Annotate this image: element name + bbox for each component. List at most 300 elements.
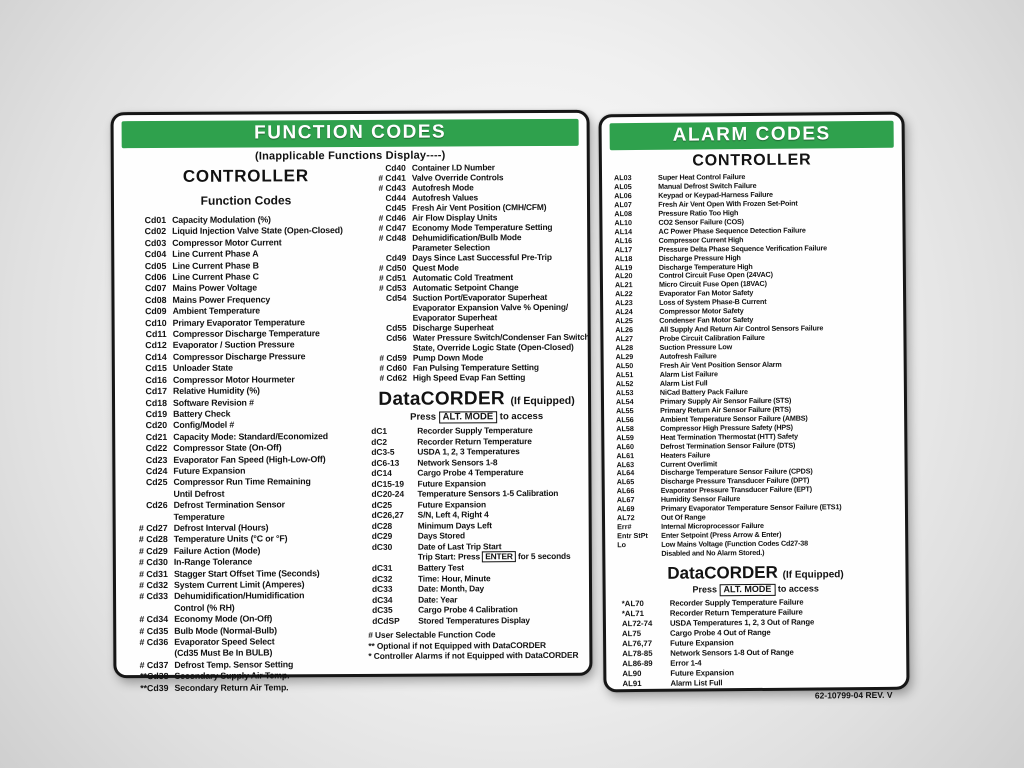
function-code: Cd10 xyxy=(145,317,167,328)
function-code-row xyxy=(366,232,585,253)
description-text: Defrost Termination Sensor Temperature xyxy=(173,499,285,522)
datacorder-code: dC2 xyxy=(371,436,388,447)
description-text: Fan Pulsing Temperature Setting xyxy=(412,362,539,373)
description-text: Primary Supply Air Sensor Failure (STS) xyxy=(659,395,792,406)
datacorder-description xyxy=(418,551,571,563)
alarm-description xyxy=(670,668,734,679)
datacorder-description xyxy=(418,594,457,605)
function-description xyxy=(173,397,254,409)
description-text: Fresh Air Vent Position (CMH/CFM) xyxy=(411,201,547,213)
datacorder-description xyxy=(417,457,497,468)
function-description xyxy=(173,409,230,421)
footnote: * Controller Alarms if not Equipped with DataCORDER xyxy=(368,650,579,662)
description-text: In-Range Tolerance xyxy=(173,556,253,568)
function-description xyxy=(172,214,271,226)
function-code: # Cd48 xyxy=(378,232,407,243)
alarm-code: AL72-74 xyxy=(621,618,653,629)
description-text: Evaporator / Suction Pressure xyxy=(172,339,295,351)
alarm-code: AL26 xyxy=(615,325,633,335)
description-text: Pressure Ratio Too High xyxy=(658,207,739,218)
function-codes-subtitle: Function Codes xyxy=(200,193,292,208)
description-text: Low Mains Voltage (Function Codes Cd27-38 Disabled and No Alarm Stored.) xyxy=(661,538,808,558)
datacorder-code: dC3-5 xyxy=(371,447,395,458)
datacorder-title-text: DataCORDER xyxy=(667,562,778,583)
alarm-code: AL78-85 xyxy=(622,648,653,659)
function-description xyxy=(174,534,288,546)
function-description xyxy=(412,262,458,272)
datacorder-description xyxy=(418,604,518,615)
datacorder-code: dC25 xyxy=(371,499,393,510)
description-text: USDA 1, 2, 3 Temperatures xyxy=(417,446,520,458)
datacorder-access-instruction xyxy=(367,411,586,425)
alarm-code: Err# xyxy=(617,522,632,532)
alarm-code: AL25 xyxy=(615,316,633,326)
function-description xyxy=(173,363,233,375)
alarm-code: *AL71 xyxy=(621,608,644,619)
function-code: Cd16 xyxy=(145,374,167,385)
datacorder-description xyxy=(417,468,523,479)
alarm-code: AL24 xyxy=(615,307,633,317)
function-description xyxy=(173,431,328,443)
datacorder-description xyxy=(418,499,486,510)
function-description xyxy=(172,294,270,306)
alt-mode-key: ALT. MODE xyxy=(719,584,775,596)
function-description xyxy=(172,260,259,272)
function-code: Cd08 xyxy=(144,294,167,305)
function-description xyxy=(174,625,277,637)
alarm-code: AL23 xyxy=(615,298,633,308)
description-text: Condenser Fan Motor Safety xyxy=(659,315,754,326)
description-text: CO2 Sensor Failure (COS) xyxy=(658,216,744,227)
function-description xyxy=(174,671,289,683)
description-text: Water Pressure Switch/Condenser Fan Switch State, Override Logic State (Open-Closed) xyxy=(412,331,590,353)
description-text: Keypad or Keypad-Harness Failure xyxy=(658,189,773,200)
function-code-row xyxy=(126,225,366,238)
alarm-code: AL64 xyxy=(616,468,635,478)
controller-column xyxy=(126,163,369,694)
alarm-code: AL22 xyxy=(615,289,633,299)
function-code: Cd56 xyxy=(386,332,407,343)
alarm-controller-title: CONTROLLER xyxy=(692,151,812,170)
description-text: Internal Microprocessor Failure xyxy=(661,521,764,531)
controller-title: CONTROLLER xyxy=(182,166,309,186)
function-code: # Cd34 xyxy=(139,614,169,625)
function-code-row xyxy=(128,636,368,660)
description-text: All Supply And Return Air Control Sensors Failure xyxy=(659,323,824,335)
description-text: Suction Port/Evaporator Superheat Evaporator Expansion Valve % Opening/ Evaporator Superheat xyxy=(412,291,569,323)
function-description xyxy=(174,659,293,671)
description-text: Probe Circuit Calibration Failure xyxy=(659,333,765,343)
alarm-datacorder-list xyxy=(606,597,907,690)
enter-key-label: ENTER xyxy=(482,552,516,563)
inapplicable-functions-note: (Inapplicable Functions Display----) xyxy=(254,149,446,163)
description-text: Enter Setpoint (Press Arrow & Enter) xyxy=(661,529,782,540)
description-text: Cargo Probe 4 Calibration xyxy=(418,604,518,615)
alarm-description xyxy=(670,678,722,688)
function-code: Cd03 xyxy=(144,237,167,248)
description-text: AC Power Phase Sequence Detection Failure xyxy=(658,225,806,236)
description-text: Ambient Temperature xyxy=(172,305,261,317)
description-text: Temperature Sensors 1-5 Calibration xyxy=(417,488,559,500)
description-text: Compressor Run Time Remaining Until Defrost xyxy=(173,476,311,499)
press-label: Press xyxy=(692,584,717,595)
alarm-code: AL08 xyxy=(614,208,632,219)
function-description xyxy=(172,249,258,261)
function-code: Cd19 xyxy=(145,408,168,419)
alarm-code-row xyxy=(617,539,905,559)
alarm-datacorder-title xyxy=(605,562,905,585)
alarm-code: AL52 xyxy=(615,378,634,389)
alarm-code: AL76,77 xyxy=(622,638,653,649)
description-text: Discharge Pressure Transducer Failure (DPT) xyxy=(660,475,810,487)
description-text: Days Stored xyxy=(417,530,466,542)
alarm-code: AL50 xyxy=(615,361,634,371)
datacorder-code: dC1 xyxy=(371,426,388,437)
alarm-code: AL66 xyxy=(616,486,635,496)
description-text: Discharge Temperature High xyxy=(658,261,753,272)
access-label: to access xyxy=(499,410,544,423)
function-code: # Cd27 xyxy=(138,522,168,534)
function-code: **Cd39 xyxy=(140,682,169,693)
datacorder-description xyxy=(418,531,465,542)
datacorder-description xyxy=(418,584,484,595)
description-text: Error 1-4 xyxy=(670,658,702,668)
datacorder-title-text: DataCORDER xyxy=(378,388,505,410)
datacorder-description xyxy=(418,520,492,531)
description-text: Compressor Current High xyxy=(658,234,744,245)
description-text: Air Flow Display Units xyxy=(412,212,498,223)
function-code: # Cd47 xyxy=(378,222,407,233)
alarm-description xyxy=(670,638,734,649)
description-text: Network Sensors 1-8 xyxy=(417,457,498,468)
description-text: Recorder Supply Temperature Failure xyxy=(669,597,804,608)
alarm-code: AL14 xyxy=(614,226,633,236)
function-description xyxy=(173,442,281,454)
function-description xyxy=(174,579,304,591)
description-text: Automatic Cold Treatment xyxy=(412,272,514,283)
datacorder-code: dC35 xyxy=(372,605,393,616)
function-code: Cd15 xyxy=(145,363,167,374)
description-text: Future Expansion xyxy=(173,465,246,476)
description-text: Discharge Superheat xyxy=(412,322,494,333)
description-text: Cargo Probe 4 Out of Range xyxy=(669,627,771,638)
description-text: Primary Evaporator Temperature xyxy=(172,316,305,328)
description-text: S/N, Left 4, Right 4 xyxy=(417,509,489,521)
alarm-code: AL19 xyxy=(614,262,633,272)
description-text: Compressor State (On-Off) xyxy=(173,442,282,454)
description-text: Defrost Termination Sensor Failure (DTS) xyxy=(660,440,796,451)
description-text: Micro Circuit Fuse Open (18VAC) xyxy=(658,279,767,290)
alarm-code: AL16 xyxy=(614,235,633,245)
description-text: Stored Temperatures Display xyxy=(418,614,530,626)
footnote: # User Selectable Function Code xyxy=(368,629,496,641)
datacorder-description xyxy=(417,447,519,458)
function-code: Cd45 xyxy=(385,202,407,213)
description-text: Discharge Pressure High xyxy=(658,252,741,263)
function-code: # Cd60 xyxy=(379,362,407,373)
description-text: Defrost Interval (Hours) xyxy=(173,522,269,533)
description-text: Recorder Return Temperature Failure xyxy=(669,607,803,618)
datacorder-code-row xyxy=(368,551,587,563)
alarm-code: AL21 xyxy=(614,280,633,290)
datacorder-code: dC30 xyxy=(371,541,393,552)
datacorder-code: dC20-24 xyxy=(371,489,405,500)
description-text: Heat Termination Thermostat (HTT) Safety xyxy=(660,431,798,442)
datacorder-description xyxy=(418,573,491,584)
function-code: Cd49 xyxy=(385,252,407,263)
datacorder-code: dC15-19 xyxy=(371,478,405,489)
description-text: Super Heat Control Failure xyxy=(657,172,746,182)
datacorder-code: dCdSP xyxy=(372,615,400,626)
function-code: Cd54 xyxy=(385,292,407,303)
description-text: Date: Year xyxy=(418,594,458,605)
datacorder-description xyxy=(417,436,532,447)
function-description xyxy=(412,162,495,172)
function-description xyxy=(173,328,320,340)
datacorder-code: dC34 xyxy=(372,594,393,605)
description-text: Compressor High Pressure Safety (HPS) xyxy=(660,422,793,433)
alarm-code-row xyxy=(622,677,906,689)
description-text: Fresh Air Vent Open With Frozen Set-Point xyxy=(658,198,798,209)
description-text: Humidity Sensor Failure xyxy=(660,494,741,505)
datacorder-code: dC26,27 xyxy=(371,510,404,521)
function-code: Cd25 xyxy=(145,477,168,488)
alt-mode-key: ALT. MODE xyxy=(439,411,498,424)
function-code-row xyxy=(366,222,585,233)
if-equipped-note: (If Equipped) xyxy=(782,569,844,581)
alarm-codes-header: ALARM CODES xyxy=(610,121,894,150)
alarm-code: AL10 xyxy=(614,217,633,227)
description-text: Discharge Temperature Sensor Failure (CPDS) xyxy=(660,466,813,478)
function-code: # Cd43 xyxy=(378,182,406,193)
function-code: Cd22 xyxy=(145,443,168,454)
alarm-codes-list xyxy=(602,172,905,560)
alarm-code: Lo xyxy=(617,540,627,550)
description-text: Dehumidification/Humidification Control (% RH) xyxy=(174,590,305,613)
description-text: Network Sensors 1-8 Out of Range xyxy=(670,647,794,658)
alarm-code: AL63 xyxy=(616,459,635,469)
function-code-row xyxy=(128,590,368,614)
function-code-row xyxy=(127,476,367,500)
alarm-code: AL20 xyxy=(614,271,633,281)
description-text: USDA Temperatures 1, 2, 3 Out of Range xyxy=(669,617,815,628)
press-label: Press xyxy=(410,411,437,423)
function-code-row xyxy=(367,372,586,383)
function-description xyxy=(412,182,474,192)
datacorder-description xyxy=(417,425,532,436)
description-text: Ambient Temperature Sensor Failure (AMBS) xyxy=(660,413,808,424)
description-text: Pump Down Mode xyxy=(412,352,484,363)
description-text: Compressor Motor Current xyxy=(172,237,282,248)
function-description xyxy=(412,172,504,182)
description-text: Primary Return Air Sensor Failure (RTS) xyxy=(660,404,791,415)
function-code: Cd20 xyxy=(145,420,168,431)
function-code: Cd14 xyxy=(145,351,167,362)
alarm-code: AL59 xyxy=(616,432,634,442)
alarm-code: AL75 xyxy=(621,628,642,639)
function-description xyxy=(173,465,245,477)
function-description xyxy=(173,477,310,501)
description-text: Control Circuit Fuse Open (24VAC) xyxy=(658,270,773,281)
alarm-code: AL53 xyxy=(615,387,634,398)
function-code: Cd01 xyxy=(144,214,167,226)
description-text: Time: Hour, Minute xyxy=(417,573,491,584)
description-text: Recorder Return Temperature xyxy=(417,435,532,447)
alarm-description xyxy=(661,540,808,559)
description-text: Cargo Probe 4 Temperature xyxy=(417,467,524,479)
description-text: Future Expansion xyxy=(670,668,734,678)
description-text: Temperature Units (°C or °F) xyxy=(173,533,288,545)
datacorder-code: dC14 xyxy=(371,468,392,479)
description-text: Autofresh Values xyxy=(411,192,479,203)
datacorder-description xyxy=(417,488,558,499)
datacorder-code: dC32 xyxy=(371,573,393,584)
datacorder-code: dC33 xyxy=(371,584,393,595)
datacorder-code-row xyxy=(367,488,586,500)
description-text: Future Expansion xyxy=(417,478,486,489)
function-code-row xyxy=(128,499,368,523)
alarm-code: AL72 xyxy=(616,513,635,523)
description-text: Alarm List Full xyxy=(670,678,723,688)
alarm-code: AL56 xyxy=(616,414,634,424)
function-code: # Cd37 xyxy=(139,659,169,670)
alarm-code: AL18 xyxy=(614,253,633,263)
description-text: High Speed Evap Fan Setting xyxy=(412,372,526,383)
function-code: Cd09 xyxy=(145,306,167,317)
alarm-code: AL27 xyxy=(615,334,634,344)
description-text: System Current Limit (Amperes) xyxy=(173,579,305,590)
description-text: Config/Model # xyxy=(173,419,235,431)
function-code: Cd23 xyxy=(145,454,168,465)
access-label: to access xyxy=(777,583,819,594)
function-code: # Cd46 xyxy=(378,212,407,223)
description-text: Automatic Setpoint Change xyxy=(412,282,519,293)
function-code: # Cd59 xyxy=(379,352,407,363)
function-description xyxy=(172,237,281,249)
alarm-code: AL58 xyxy=(616,423,634,433)
function-codes-header: FUNCTION CODES xyxy=(122,119,579,148)
function-description xyxy=(413,362,539,373)
description-text: Valve Override Controls xyxy=(411,172,504,183)
description-text: Line Current Phase A xyxy=(172,248,259,260)
function-code: # Cd32 xyxy=(139,579,169,591)
function-description xyxy=(413,322,494,332)
alarm-description xyxy=(670,648,794,659)
description-text: Autofresh Failure xyxy=(659,351,717,361)
function-description xyxy=(412,282,518,293)
datacorder-code: dC29 xyxy=(371,531,393,542)
function-code: Cd40 xyxy=(385,162,406,173)
function-code: # Cd35 xyxy=(139,625,169,636)
description-text: Capacity Modulation (%) xyxy=(172,214,271,225)
description-text: Evaporator Speed Select (Cd35 Must Be In BULB) xyxy=(174,636,275,659)
description-text: Evaporator Fan Motor Safety xyxy=(659,288,754,299)
footnote: ** Optional if not Equipped with DataCORDER xyxy=(368,639,546,651)
description-text: Date: Month, Day xyxy=(417,583,485,594)
datacorder-description xyxy=(417,478,485,489)
alarm-code: *AL70 xyxy=(621,598,644,609)
alarm-code: AL86-89 xyxy=(622,658,653,669)
datacorder-description xyxy=(418,541,502,552)
if-equipped-note: (If Equipped) xyxy=(510,394,575,408)
function-description xyxy=(174,614,272,626)
alarm-description xyxy=(670,658,701,668)
alarm-code: AL90 xyxy=(622,668,642,679)
alarm-code: AL65 xyxy=(616,477,635,487)
description-text: Fresh Air Vent Position Sensor Alarm xyxy=(659,359,782,370)
function-description xyxy=(173,374,295,386)
description-text: Dehumidification/Bulb Mode Parameter Selection xyxy=(412,232,522,253)
description-text: Economy Mode Temperature Setting xyxy=(412,221,553,233)
alarm-code: AL05 xyxy=(614,182,632,192)
description-text: Compressor Motor Hourmeter xyxy=(172,373,295,385)
function-code: # Cd28 xyxy=(138,534,168,545)
function-code: # Cd41 xyxy=(378,172,406,183)
datacorder-code-row xyxy=(368,615,587,627)
alarm-datacorder-access-instruction xyxy=(606,583,906,598)
datacorder-code: dC6-13 xyxy=(371,457,400,468)
function-code: # Cd36 xyxy=(139,636,169,648)
description-text: Liquid Injection Valve State (Open-Closed) xyxy=(172,225,343,237)
function-description xyxy=(173,386,260,398)
description-text: Compressor Discharge Pressure xyxy=(172,351,306,362)
function-code: # Cd51 xyxy=(378,272,407,283)
function-code: # Cd31 xyxy=(139,568,168,579)
function-description xyxy=(172,272,259,284)
function-code: # Cd53 xyxy=(378,282,407,293)
function-description xyxy=(412,212,497,222)
alarm-code: AL61 xyxy=(616,450,635,460)
description-text: Date of Last Trip Start xyxy=(417,541,502,552)
function-description xyxy=(174,557,252,569)
description-text: Primary Evaporator Temperature Sensor Failure (ETS1) xyxy=(660,502,842,514)
function-code-row xyxy=(129,682,369,695)
function-code: Cd06 xyxy=(144,271,167,283)
function-footnotes xyxy=(368,629,587,662)
datacorder-code: dC31 xyxy=(371,563,393,574)
function-code: Cd26 xyxy=(146,500,168,511)
alarm-code: AL55 xyxy=(616,405,634,415)
function-description xyxy=(174,500,285,523)
description-text: Pressure Delta Phase Sequence Verification Failure xyxy=(658,242,827,254)
function-description xyxy=(412,202,546,213)
function-code: # Cd30 xyxy=(138,557,168,568)
function-code: # Cd33 xyxy=(139,591,169,602)
description-text: Software Revision # xyxy=(173,397,254,408)
description-text: Line Current Phase C xyxy=(172,271,259,282)
function-description xyxy=(173,340,295,352)
part-number: 62-10799-04 REV. V xyxy=(814,689,893,701)
function-description xyxy=(172,283,257,295)
description-text: Autofresh Mode xyxy=(411,182,474,193)
description-text: Alarm List Failure xyxy=(659,369,718,379)
function-codes-list-left xyxy=(126,214,369,694)
function-description xyxy=(173,317,305,329)
alarm-code: AL67 xyxy=(616,495,635,505)
description-text: Line Current Phase B xyxy=(172,260,259,271)
datacorder-title xyxy=(367,388,586,411)
function-code: # Cd62 xyxy=(379,372,407,383)
description-text: Future Expansion xyxy=(417,499,486,510)
function-description xyxy=(413,352,484,362)
function-code: Cd55 xyxy=(386,322,407,333)
function-description xyxy=(412,222,552,233)
alarm-code: Entr StPt xyxy=(617,531,648,541)
function-code: Cd02 xyxy=(144,226,167,237)
function-description xyxy=(173,454,325,466)
description-text: Days Since Last Successful Pre-Trip xyxy=(412,251,552,263)
function-description xyxy=(173,351,306,363)
